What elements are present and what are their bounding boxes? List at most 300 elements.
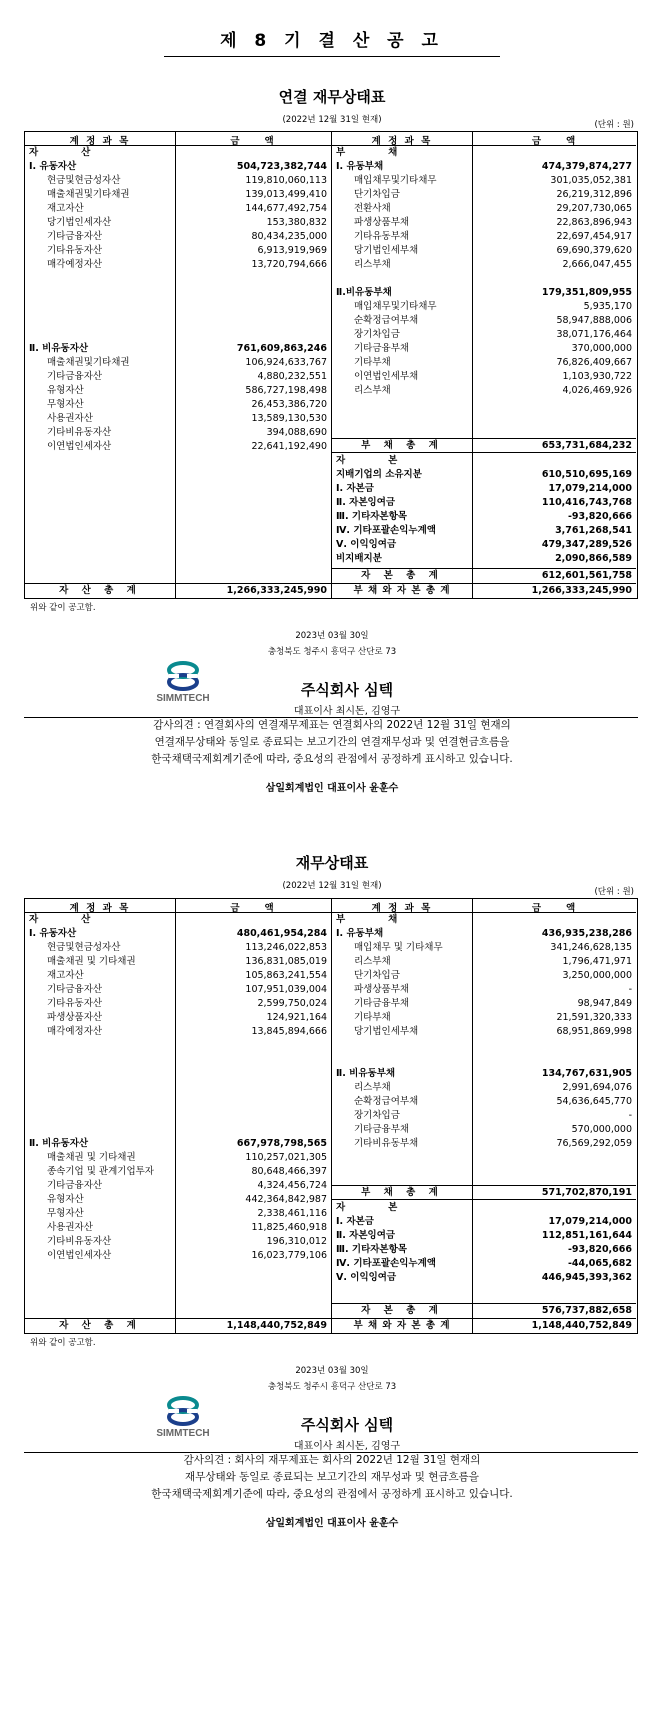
line-item-label: Ⅱ.비유동부채 xyxy=(336,287,392,298)
blank-row xyxy=(25,286,331,300)
line-item-label: 리스부채 xyxy=(354,259,391,270)
line-item-label: 당기법인세자산 xyxy=(47,217,112,228)
line-item-label: 매입채무 및 기타채무 xyxy=(354,942,443,953)
equity-total-row xyxy=(332,568,636,583)
line-item-amount: -44,065,682 xyxy=(567,1258,632,1269)
line-item xyxy=(332,955,636,969)
blank-row xyxy=(25,300,331,314)
line-item-amount: 2,599,750,024 xyxy=(257,998,327,1009)
line-item xyxy=(25,440,331,454)
line-item xyxy=(332,1067,636,1081)
line-item xyxy=(332,300,636,314)
line-item-label: 매각예정자산 xyxy=(47,259,103,270)
line-item-label: Ⅴ. 이익잉여금 xyxy=(336,1272,397,1283)
liabilities-total-label: 부 채 총 계 xyxy=(361,440,443,451)
line-item xyxy=(25,160,331,174)
blank-row xyxy=(25,1053,331,1067)
line-item-amount: 196,310,012 xyxy=(266,1236,327,1247)
line-item-amount: 54,636,645,770 xyxy=(556,1096,632,1107)
line-item-amount: 2,090,866,589 xyxy=(555,553,632,564)
line-item-amount: 446,945,393,362 xyxy=(541,1272,632,1283)
line-item-label: 무형자산 xyxy=(47,399,84,410)
blank-row xyxy=(25,1095,331,1109)
line-item-amount: 17,079,214,000 xyxy=(548,483,632,494)
line-item-label: 리스부채 xyxy=(354,956,391,967)
audit-opinion-line: 감사의견 : 연결회사의 연결재무제표는 연결회사의 2022년 12월 31일 현재의 xyxy=(153,719,511,731)
header-account: 계 정 과 목 xyxy=(69,903,131,914)
line-item-label: 종속기업 및 관계기업투자 xyxy=(47,1166,154,1177)
announcement-note: 위와 같이 공고함. xyxy=(30,1338,96,1348)
line-item-amount: 119,810,060,113 xyxy=(245,175,327,186)
line-item-label: 기타금융자산 xyxy=(47,371,103,382)
line-item-label: 파생상품부채 xyxy=(354,984,410,995)
line-item-amount: 38,071,176,464 xyxy=(556,329,632,340)
line-item-amount: 21,591,320,333 xyxy=(556,1012,632,1023)
line-item xyxy=(25,983,331,997)
announcement-header xyxy=(0,26,664,57)
equity-heading xyxy=(332,1201,636,1215)
line-item xyxy=(332,202,636,216)
line-item-label: 기타금융부채 xyxy=(354,1124,410,1135)
line-item-label: 이연법인세자산 xyxy=(47,441,112,452)
line-item xyxy=(25,216,331,230)
liabilities-equity-total-row xyxy=(332,583,636,598)
line-item-label: Ⅰ. 유동부채 xyxy=(336,928,384,939)
header-amount: 금 액 xyxy=(531,136,578,147)
blank-row xyxy=(25,1081,331,1095)
line-item xyxy=(332,927,636,941)
line-item-amount: 370,000,000 xyxy=(571,343,632,354)
line-item xyxy=(332,1025,636,1039)
liabilities-equity-total-label: 부 채 와 자 본 총 계 xyxy=(353,585,451,596)
liabilities-equity-column xyxy=(331,132,636,598)
line-item-label: Ⅳ. 기타포괄손익누계액 xyxy=(336,525,436,536)
line-item-label: Ⅰ. 유동부채 xyxy=(336,161,384,172)
column-header xyxy=(332,899,636,913)
line-item-label: 기타부채 xyxy=(354,1012,391,1023)
line-item-amount: 4,324,456,724 xyxy=(257,1180,327,1191)
statement-title: 연결 재무상태표 xyxy=(278,88,386,106)
audit-opinion-line: 재무상태와 동일로 종료되는 보고기간의 재무성과 및 현금흐름을 xyxy=(185,1471,479,1483)
line-item xyxy=(25,1165,331,1179)
line-item xyxy=(332,314,636,328)
line-item xyxy=(332,370,636,384)
column-header xyxy=(25,899,331,913)
line-item-amount: 1,796,471,971 xyxy=(562,956,632,967)
line-item xyxy=(25,230,331,244)
line-item-label: 매출채권 및 기타채권 xyxy=(47,1152,136,1163)
line-item-label: 재고자산 xyxy=(47,203,84,214)
representatives: 대표이사 최시돈, 김영구 xyxy=(293,1441,401,1452)
blank-row xyxy=(25,314,331,328)
line-item xyxy=(332,538,636,552)
line-item xyxy=(332,1081,636,1095)
line-item xyxy=(332,384,636,398)
statement-title-block xyxy=(0,86,664,125)
blank-row xyxy=(25,272,331,286)
line-item-amount: 4,880,232,551 xyxy=(257,371,327,382)
liabilities-equity-total-row xyxy=(332,1318,636,1333)
line-item-label: 기타금융자산 xyxy=(47,231,103,242)
line-item xyxy=(332,941,636,955)
company-address: 충청북도 청주시 흥덕구 산단로 73 xyxy=(267,1382,397,1392)
line-item xyxy=(332,356,636,370)
line-item xyxy=(332,216,636,230)
line-item-amount: 80,648,466,397 xyxy=(251,1166,327,1177)
line-item xyxy=(332,1095,636,1109)
company-address: 충청북도 청주시 흥덕구 산단로 73 xyxy=(267,647,397,657)
header-account: 계 정 과 목 xyxy=(371,903,433,914)
line-item xyxy=(25,426,331,440)
audit-opinion-line: 감사의견 : 회사의 재무제표는 회사의 2022년 12월 31일 현재의 xyxy=(183,1454,481,1466)
line-item xyxy=(332,482,636,496)
line-item xyxy=(332,1011,636,1025)
equity-heading xyxy=(332,454,636,468)
line-item-label: 기타부채 xyxy=(354,357,391,368)
audit-opinion xyxy=(0,717,664,768)
liabilities-heading xyxy=(332,146,636,160)
line-item-amount: 474,379,874,277 xyxy=(541,161,632,172)
line-item-amount: 667,978,798,565 xyxy=(236,1138,327,1149)
line-item-amount: 3,761,268,541 xyxy=(555,525,632,536)
line-item-label: 이연법인세자산 xyxy=(47,1250,112,1261)
assets-total-row xyxy=(25,583,331,598)
publication-date: 2023년 03월 30일 xyxy=(295,631,369,641)
line-item-amount: 105,863,241,554 xyxy=(245,970,327,981)
line-item-label: 사용권자산 xyxy=(47,413,93,424)
header-account: 계 정 과 목 xyxy=(371,136,433,147)
blank-row xyxy=(25,1109,331,1123)
line-item-label: 당기법인세부채 xyxy=(354,1026,419,1037)
line-item-label: 기타비유동부채 xyxy=(354,1138,419,1149)
line-item xyxy=(332,510,636,524)
line-item-label: Ⅰ. 유동자산 xyxy=(29,928,77,939)
line-item-amount: 341,246,628,135 xyxy=(550,942,632,953)
assets-total-amount: 1,148,440,752,849 xyxy=(226,1320,327,1331)
line-item xyxy=(25,1235,331,1249)
line-item-amount: 153,380,832 xyxy=(266,217,327,228)
line-item-label: Ⅳ. 기타포괄손익누계액 xyxy=(336,1258,436,1269)
auditor-signature: 삼일회계법인 대표이사 윤훈수 xyxy=(265,1518,399,1529)
line-item-amount: 761,609,863,246 xyxy=(236,343,327,354)
assets-column xyxy=(25,899,331,1333)
line-item xyxy=(332,969,636,983)
line-item-label: 매출채권및기타채권 xyxy=(47,189,130,200)
liabilities-total-amount: 653,731,684,232 xyxy=(541,440,632,451)
line-item xyxy=(25,342,331,356)
line-item-label: 현금및현금성자산 xyxy=(47,175,121,186)
statement-date: (2022년 12월 31일 현재) xyxy=(282,881,382,891)
line-item-label: Ⅰ. 유동자산 xyxy=(29,161,77,172)
line-item-amount: 29,207,730,065 xyxy=(556,203,632,214)
statement-title-block xyxy=(0,852,664,891)
line-item-label: 순확정급여부채 xyxy=(354,1096,419,1107)
line-item xyxy=(332,524,636,538)
line-item-amount: 1,103,930,722 xyxy=(562,371,632,382)
equity-heading-label: 자 본 xyxy=(336,1202,399,1213)
line-item xyxy=(25,1207,331,1221)
line-item-label: Ⅱ. 자본잉여금 xyxy=(336,497,396,508)
assets-total-label: 자 산 총 계 xyxy=(59,1320,141,1331)
line-item-label: Ⅱ. 자본잉여금 xyxy=(336,1230,396,1241)
line-item-label: 파생상품자산 xyxy=(47,1012,103,1023)
line-item xyxy=(25,1249,331,1263)
line-item-amount: 2,338,461,116 xyxy=(257,1208,327,1219)
line-item-amount: 69,690,379,620 xyxy=(556,245,632,256)
line-item-label: 장기차입금 xyxy=(354,1110,400,1121)
line-item-amount: 479,347,289,526 xyxy=(541,539,632,550)
line-item-label: 매입채무및기타채무 xyxy=(354,301,437,312)
balance-sheet-table xyxy=(24,131,638,599)
line-item-amount: 2,991,694,076 xyxy=(562,1082,632,1093)
line-item xyxy=(332,1271,636,1285)
liabilities-equity-total-amount: 1,148,440,752,849 xyxy=(531,1320,632,1331)
line-item-amount: 13,720,794,666 xyxy=(251,259,327,270)
line-item xyxy=(25,356,331,370)
line-item-amount: 179,351,809,955 xyxy=(541,287,632,298)
line-item-amount: 436,935,238,286 xyxy=(541,928,632,939)
announcement-note: 위와 같이 공고함. xyxy=(30,603,96,613)
line-item-amount: 13,589,130,530 xyxy=(251,413,327,424)
line-item-amount: 26,453,386,720 xyxy=(251,399,327,410)
line-item-label: Ⅴ. 이익잉여금 xyxy=(336,539,397,550)
line-item-label: 리스부채 xyxy=(354,1082,391,1093)
line-item-amount: 124,921,164 xyxy=(266,1012,327,1023)
line-item-amount: 113,246,022,853 xyxy=(245,942,327,953)
line-item-label: 기타비유동자산 xyxy=(47,1236,112,1247)
line-item xyxy=(332,1109,636,1123)
line-item xyxy=(25,1011,331,1025)
line-item xyxy=(25,1179,331,1193)
statement-date: (2022년 12월 31일 현재) xyxy=(282,115,382,125)
assets-heading xyxy=(25,146,331,160)
liabilities-total-row xyxy=(332,438,636,453)
line-item xyxy=(25,1221,331,1235)
line-item-amount: 11,825,460,918 xyxy=(251,1222,327,1233)
line-item xyxy=(332,286,636,300)
line-item-amount: 110,416,743,768 xyxy=(541,497,632,508)
line-item xyxy=(332,1215,636,1229)
line-item xyxy=(332,552,636,566)
audit-opinion-line: 한국채택국제회계기준에 따라, 중요성의 관점에서 공정하게 표시하고 있습니다. xyxy=(151,1488,513,1500)
line-item-amount: 13,845,894,666 xyxy=(251,1026,327,1037)
line-item xyxy=(332,1123,636,1137)
line-item xyxy=(332,997,636,1011)
line-item-amount: 76,826,409,667 xyxy=(556,357,632,368)
line-item-amount: 107,951,039,004 xyxy=(245,984,327,995)
line-item xyxy=(332,160,636,174)
line-item-amount: 442,364,842,987 xyxy=(245,1194,327,1205)
line-item-label: 지배기업의 소유지분 xyxy=(336,469,422,480)
line-item-amount: 570,000,000 xyxy=(571,1124,632,1135)
line-item-label: Ⅱ. 비유동자산 xyxy=(29,343,89,354)
equity-heading-label: 자 본 xyxy=(336,455,399,466)
assets-total-row xyxy=(25,1318,331,1333)
equity-total-label: 자 본 총 계 xyxy=(361,570,443,581)
line-item xyxy=(25,969,331,983)
line-item-label: 기타유동자산 xyxy=(47,245,103,256)
line-item xyxy=(25,1137,331,1151)
line-item-amount: 504,723,382,744 xyxy=(236,161,327,172)
line-item-amount: 26,219,312,896 xyxy=(556,189,632,200)
line-item-amount: 22,863,896,943 xyxy=(556,217,632,228)
line-item-label: 리스부채 xyxy=(354,385,391,396)
publication-date: 2023년 03월 30일 xyxy=(295,1366,369,1376)
line-item xyxy=(25,997,331,1011)
line-item xyxy=(332,496,636,510)
line-item-amount: 112,851,161,644 xyxy=(541,1230,632,1241)
line-item-amount: 610,510,695,169 xyxy=(541,469,632,480)
line-item xyxy=(25,927,331,941)
line-item-label: Ⅲ. 기타자본항목 xyxy=(336,1244,407,1255)
line-item xyxy=(25,384,331,398)
line-item-label: Ⅰ. 자본금 xyxy=(336,483,374,494)
line-item-label: 매각예정자산 xyxy=(47,1026,103,1037)
line-item-label: 비지배지분 xyxy=(336,553,382,564)
representatives: 대표이사 최시돈, 김영구 xyxy=(293,706,401,717)
line-item-amount: 110,257,021,305 xyxy=(245,1152,327,1163)
line-item xyxy=(332,1137,636,1151)
line-item-amount: 76,569,292,059 xyxy=(556,1138,632,1149)
line-item-label: 이연법인세부채 xyxy=(354,371,419,382)
line-item xyxy=(332,174,636,188)
line-item xyxy=(25,1025,331,1039)
line-item xyxy=(25,202,331,216)
line-item-label: 기타유동자산 xyxy=(47,998,103,1009)
blank-row xyxy=(25,1123,331,1137)
line-item xyxy=(25,1151,331,1165)
line-item-amount: 6,913,919,969 xyxy=(257,245,327,256)
line-item xyxy=(25,398,331,412)
line-item-label: 재고자산 xyxy=(47,970,84,981)
liabilities-heading-label: 부 채 xyxy=(336,914,399,925)
line-item-amount: 22,697,454,917 xyxy=(556,231,632,242)
line-item-label: 기타유동부채 xyxy=(354,231,410,242)
blank-row xyxy=(25,328,331,342)
unit-label: (단위 : 원) xyxy=(594,120,634,130)
line-item-amount: 22,641,192,490 xyxy=(251,441,327,452)
line-item-amount: 4,026,469,926 xyxy=(562,385,632,396)
assets-total-amount: 1,266,333,245,990 xyxy=(226,585,327,596)
line-item-label: Ⅰ. 자본금 xyxy=(336,1216,374,1227)
auditor-signature: 삼일회계법인 대표이사 윤훈수 xyxy=(265,783,399,794)
line-item-label: 단기차입금 xyxy=(354,970,400,981)
line-item xyxy=(332,244,636,258)
line-item xyxy=(332,230,636,244)
liabilities-total-amount: 571,702,870,191 xyxy=(541,1187,632,1198)
company-name: 주식회사 심텍 xyxy=(300,1416,394,1434)
line-item-amount: 106,924,633,767 xyxy=(245,357,327,368)
audit-opinion-line: 한국채택국제회계기준에 따라, 중요성의 관점에서 공정하게 표시하고 있습니다. xyxy=(151,753,513,765)
header-amount: 금 액 xyxy=(230,903,276,914)
line-item xyxy=(25,941,331,955)
line-item-amount: 394,088,690 xyxy=(266,427,327,438)
liabilities-equity-column xyxy=(331,899,636,1333)
line-item xyxy=(332,983,636,997)
line-item xyxy=(25,955,331,969)
line-item-label: 기타금융부채 xyxy=(354,343,410,354)
company-name: 주식회사 심텍 xyxy=(300,681,394,699)
line-item-label: 단기차입금 xyxy=(354,189,400,200)
assets-heading xyxy=(25,913,331,927)
line-item xyxy=(25,1193,331,1207)
logo-wordmark: SIMMTECH xyxy=(156,1428,210,1439)
line-item xyxy=(332,1229,636,1243)
line-item-label: 파생상품부채 xyxy=(354,217,410,228)
line-item-label: 당기법인세부채 xyxy=(354,245,419,256)
line-item-label: Ⅱ. 비유동자산 xyxy=(29,1138,89,1149)
line-item-amount: - xyxy=(628,984,632,995)
equity-total-label: 자 본 총 계 xyxy=(361,1305,443,1316)
audit-opinion-line: 연결재무상태와 동일로 종료되는 보고기간의 연결재무성과 및 연결현금흐름을 xyxy=(154,736,510,748)
line-item-amount: 17,079,214,000 xyxy=(548,1216,632,1227)
line-item-amount: 68,951,869,998 xyxy=(556,1026,632,1037)
line-item xyxy=(25,174,331,188)
liabilities-total-label: 부 채 총 계 xyxy=(361,1187,443,1198)
line-item xyxy=(332,468,636,482)
line-item xyxy=(25,188,331,202)
line-item-label: Ⅲ. 기타자본항목 xyxy=(336,511,407,522)
line-item-amount: 5,935,170 xyxy=(583,301,632,312)
liabilities-heading-label: 부 채 xyxy=(336,147,399,158)
assets-heading-label: 자 산 xyxy=(29,147,92,158)
blank-row xyxy=(25,1067,331,1081)
line-item-amount: 3,250,000,000 xyxy=(562,970,632,981)
column-header xyxy=(25,132,331,146)
line-item-label: 매출채권및기타채권 xyxy=(47,357,130,368)
assets-column xyxy=(25,132,331,598)
line-item-label: Ⅱ. 비유동부채 xyxy=(336,1068,396,1079)
column-header xyxy=(332,132,636,146)
liabilities-equity-total-label: 부 채 와 자 본 총 계 xyxy=(353,1320,451,1331)
line-item-label: 장기차입금 xyxy=(354,329,400,340)
blank-row xyxy=(332,1039,636,1053)
line-item xyxy=(332,342,636,356)
line-item-amount: 139,013,499,410 xyxy=(245,189,327,200)
audit-opinion xyxy=(0,1452,664,1503)
line-item xyxy=(25,244,331,258)
page-title: 제 8 기 결 산 공 고 xyxy=(164,26,500,57)
header-amount: 금 액 xyxy=(531,903,578,914)
equity-total-row xyxy=(332,1303,636,1318)
logo-wordmark: SIMMTECH xyxy=(156,693,210,704)
line-item-label: 사용권자산 xyxy=(47,1222,93,1233)
line-item-amount: 80,434,235,000 xyxy=(251,231,327,242)
line-item-label: 현금및현금성자산 xyxy=(47,942,121,953)
line-item xyxy=(332,258,636,272)
line-item-amount: 98,947,849 xyxy=(577,998,632,1009)
line-item xyxy=(25,258,331,272)
line-item-amount: 16,023,779,106 xyxy=(251,1250,327,1261)
line-item-amount: 136,831,085,019 xyxy=(245,956,327,967)
assets-total-label: 자 산 총 계 xyxy=(59,585,141,596)
line-item-label: 전환사채 xyxy=(354,203,391,214)
line-item-amount: - xyxy=(628,1110,632,1121)
line-item xyxy=(332,1257,636,1271)
blank-row xyxy=(332,1053,636,1067)
line-item xyxy=(332,188,636,202)
header-account: 계 정 과 목 xyxy=(69,136,131,147)
line-item xyxy=(25,412,331,426)
line-item-amount: 480,461,954,284 xyxy=(236,928,327,939)
line-item-label: 무형자산 xyxy=(47,1208,84,1219)
line-item-amount: 134,767,631,905 xyxy=(541,1068,632,1079)
line-item-label: 기타비유동자산 xyxy=(47,427,112,438)
liabilities-equity-total-amount: 1,266,333,245,990 xyxy=(531,585,632,596)
line-item-label: 유형자산 xyxy=(47,1194,84,1205)
line-item-label: 매입채무및기타채무 xyxy=(354,175,437,186)
line-item-amount: 144,677,492,754 xyxy=(245,203,327,214)
